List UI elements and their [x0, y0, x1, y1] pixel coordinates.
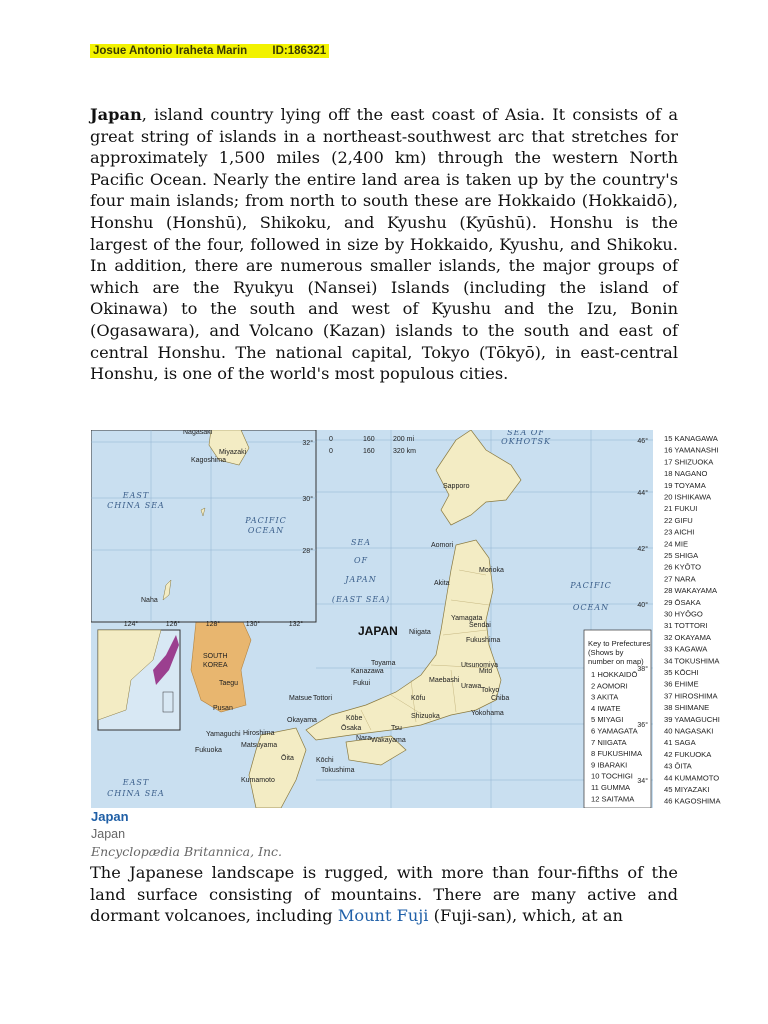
city-label: Wakayama [371, 737, 406, 744]
longitude-label: 130° [245, 621, 261, 628]
prefecture-key-entry: 32 OKAYAMA [664, 632, 711, 642]
body-paragraph [90, 862, 678, 927]
pacific-ocean-label: OCEAN [572, 603, 610, 612]
city-label: Yokohama [471, 710, 504, 717]
mount-fuji-link[interactable]: Mount Fuji [337, 906, 429, 926]
east-china-sea-label: CHINA SEA [107, 789, 165, 798]
city-label: Ōita [281, 755, 294, 762]
sea-of-okhotsk-label: OKHOTSK [501, 437, 551, 446]
prefecture-key-entry: 43 ŌITA [664, 761, 692, 771]
city-label: Okayama [287, 717, 317, 724]
prefecture-key-entry: 18 NAGANO [664, 469, 708, 479]
scale-label: 320 km [393, 448, 416, 455]
body-text: The Japanese landscape is rugged, with more than four-fifths of the land surface consisting of mountains. There are many active and dormant volcanoes, including [90, 863, 678, 926]
japan-country-label: JAPAN [358, 624, 398, 638]
prefecture-key-entry: 39 YAMAGUCHI [664, 714, 720, 724]
prefecture-key-entry: 38 SHIMANE [664, 703, 710, 713]
prefecture-key-entry: 45 MIYAZAKI [664, 785, 710, 794]
caption-credit: Encyclopædia Britannica, Inc. [91, 844, 283, 859]
prefecture-key-entry: 11 GUMMA [591, 783, 631, 792]
latitude-label: 40° [637, 602, 648, 609]
city-label: Kōfu [411, 695, 426, 702]
city-label: Matsuyama [241, 742, 278, 749]
city-label: Tokushima [321, 767, 355, 774]
city-label: Yamaguchi [206, 731, 241, 738]
longitude-label: 126° [165, 621, 181, 628]
prefecture-key-entry: 9 IBARAKI [591, 760, 628, 770]
prefecture-key-entry: 10 TOCHIGI [591, 771, 633, 781]
prefecture-key-entry: 35 KŌCHI [664, 668, 699, 677]
prefecture-key-entry: 24 MIE [664, 539, 689, 549]
inset-pacific-label: PACIFIC [245, 516, 287, 525]
prefecture-key-entry: 19 TOYAMA [664, 480, 706, 490]
author-name: Josue Antonio Iraheta Marin [93, 45, 248, 57]
longitude-label: 128° [205, 621, 221, 628]
prefecture-key-entry: 3 AKITA [591, 692, 619, 702]
city-label: Mito [479, 668, 493, 675]
caption-subtitle: Japan [91, 827, 126, 841]
intro-text: , island country lying off the east coast of Asia. It consists of a great string of islands in a northeast-southwest arc that stretches for approximately 1,500 miles (2,400 km) through the western North Pacific Ocean. Nearly the entire land area is taken up by the country's four main islands; from north to south these are Hokkaido (Hokkaidō), Honshu (Honshū), Shikoku, and Kyushu (Kyūshū). Honshu is the largest of the four, followed in size by Hokkaido, Kyushu, and Shikoku. In addition, there are numerous smaller islands, the major groups of which are the Ryukyu (Nansei) Islands (including the island of Okinawa) to the south and west of Kyushu and the Izu, Bonin (Ogasawara), and Volcano (Kazan) islands to the south and east of central Honshu. The national capital, Tokyo (Tōkyō), in east-central Honshu, is one of the world's most populous cities. [90, 105, 678, 384]
prefecture-key-entry: 41 SAGA [664, 738, 696, 748]
city-label: Sapporo [443, 483, 470, 490]
city-label: Naha [141, 597, 158, 604]
prefecture-key-entry: 28 WAKAYAMA [664, 586, 718, 596]
sea-of-okhotsk-label: SEA OF [507, 430, 545, 437]
sea-of-japan-label: JAPAN [345, 575, 377, 584]
latitude-label: 34° [637, 778, 648, 785]
scale-label: 0 [329, 448, 333, 455]
longitude-label: 132° [288, 621, 304, 628]
prefecture-key-entry: 1 HOKKAIDŌ [591, 670, 638, 679]
prefecture-key-entry: 31 TOTTORI [664, 621, 708, 631]
scale-label: 160 [363, 436, 375, 443]
prefecture-key-entry: 4 IWATE [591, 703, 621, 713]
body-text-after: (Fuji-san), which, at an [428, 906, 623, 926]
latitude-label: 42° [637, 546, 648, 553]
city-label: Utsunomiya [461, 662, 498, 669]
prefecture-key-entry: 6 YAMAGATA [591, 726, 638, 736]
prefecture-key-entry: 17 SHIZUOKA [664, 457, 714, 467]
city-label: Kanazawa [351, 668, 384, 675]
prefecture-key-entry: 20 ISHIKAWA [664, 492, 712, 502]
city-label: Matsue [289, 695, 312, 702]
city-label: Kumamoto [241, 777, 275, 784]
scale-label: 0 [329, 436, 333, 443]
pacific-ocean-label: PACIFIC [570, 581, 612, 590]
intro-paragraph [90, 104, 678, 385]
latitude-label: 38° [637, 666, 648, 673]
prefecture-key-entry: 29 ŌSAKA [664, 597, 701, 607]
inset-pacific-label: OCEAN [247, 526, 285, 535]
city-label: Ōsaka [341, 725, 362, 732]
city-label: Niigata [409, 629, 431, 636]
city-label: Pusan [213, 705, 233, 712]
city-label: Aomori [431, 542, 454, 549]
prefecture-key-entry: 33 KAGAWA [664, 644, 708, 654]
prefecture-key-entry: 34 TOKUSHIMA [664, 656, 720, 666]
student-id: ID:186321 [272, 45, 327, 57]
japan-map [91, 430, 768, 808]
city-label: Morioka [479, 567, 504, 574]
latitude-label: 46° [637, 438, 648, 445]
city-label: Urawa [461, 683, 482, 690]
author-highlight [90, 44, 329, 58]
scale-label: 160 [363, 448, 375, 455]
city-label: Tottori [313, 695, 333, 702]
prefecture-key-entry: 21 FUKUI [664, 504, 698, 514]
latitude-label: 44° [637, 490, 648, 497]
latitude-label: 32° [302, 440, 313, 447]
prefecture-key-entry: 36 EHIME [664, 679, 699, 689]
prefecture-key-entry: 25 SHIGA [664, 551, 699, 560]
prefecture-key-entry: 27 NARA [664, 574, 696, 584]
prefecture-key-entry: 7 NIIGATA [591, 737, 627, 747]
prefecture-key-entry: 16 YAMANASHI [664, 445, 719, 455]
city-label: Maebashi [429, 677, 460, 684]
south-korea-label: SOUTH [203, 653, 228, 660]
city-label: Toyama [371, 660, 396, 667]
prefecture-key-entry: 46 KAGOSHIMA [664, 796, 721, 806]
prefecture-key-entry: 23 AICHI [664, 527, 695, 537]
caption-title[interactable]: Japan [91, 809, 129, 824]
city-label: Fukushima [466, 637, 501, 644]
sea-of-japan-label: OF [353, 556, 369, 565]
prefecture-key-entry: 37 HIROSHIMA [664, 691, 718, 701]
prefecture-key-entry: 8 FUKUSHIMA [591, 749, 643, 759]
city-label: Yamagata [451, 615, 483, 622]
prefecture-key-entry: 15 KANAGAWA [664, 434, 718, 443]
intro-bold-term: Japan [90, 105, 142, 124]
key-title: (Shows by [588, 648, 624, 657]
prefecture-key-entry: 26 KYŌTO [664, 562, 702, 572]
city-label: Akita [434, 580, 450, 587]
prefecture-key-entry: 5 MIYAGI [591, 715, 624, 725]
prefecture-key-entry: 44 KUMAMOTO [664, 773, 720, 783]
prefecture-key-entry: 42 FUKUOKA [664, 749, 712, 759]
sea-of-japan-label: (EAST SEA) [331, 595, 391, 604]
city-label: Kōchi [316, 757, 334, 764]
prefecture-key-entry: 30 HYŌGO [664, 609, 703, 619]
latitude-label: 28° [302, 548, 313, 555]
prefecture-key-entry: 2 AOMORI [591, 681, 628, 691]
latitude-label: 30° [302, 496, 313, 503]
latitude-label: 36° [637, 722, 648, 729]
prefecture-key-entry: 12 SAITAMA [591, 794, 635, 804]
city-label: Tokyo [481, 687, 500, 694]
city-label: Nagasaki [183, 430, 213, 436]
city-label: Hiroshima [243, 730, 275, 737]
east-china-sea-label: EAST [122, 491, 150, 500]
south-korea-label: KOREA [203, 662, 228, 669]
east-china-sea-label: CHINA SEA [107, 501, 165, 510]
city-label: Shizuoka [411, 713, 440, 720]
scale-label: 200 mi [393, 436, 415, 443]
city-label: Nara [356, 735, 372, 742]
city-label: Kōbe [346, 715, 363, 722]
key-title: Key to Prefectures [588, 639, 651, 648]
city-label: Chiba [491, 695, 510, 702]
sea-of-japan-label: SEA [350, 538, 372, 547]
prefecture-key-entry: 40 NAGASAKI [664, 726, 714, 736]
city-label: Kagoshima [191, 457, 227, 464]
prefecture-key-entry: 22 GIFU [664, 515, 693, 525]
city-label: Fukuoka [195, 747, 222, 754]
city-label: Fukui [353, 680, 371, 687]
city-label: Tsu [391, 725, 402, 732]
city-label: Sendai [469, 622, 491, 629]
city-label: Taegu [219, 680, 239, 687]
city-label: Miyazaki [219, 449, 247, 456]
longitude-label: 124° [123, 621, 139, 628]
key-title: number on map) [588, 657, 644, 666]
east-china-sea-label: EAST [122, 778, 150, 787]
